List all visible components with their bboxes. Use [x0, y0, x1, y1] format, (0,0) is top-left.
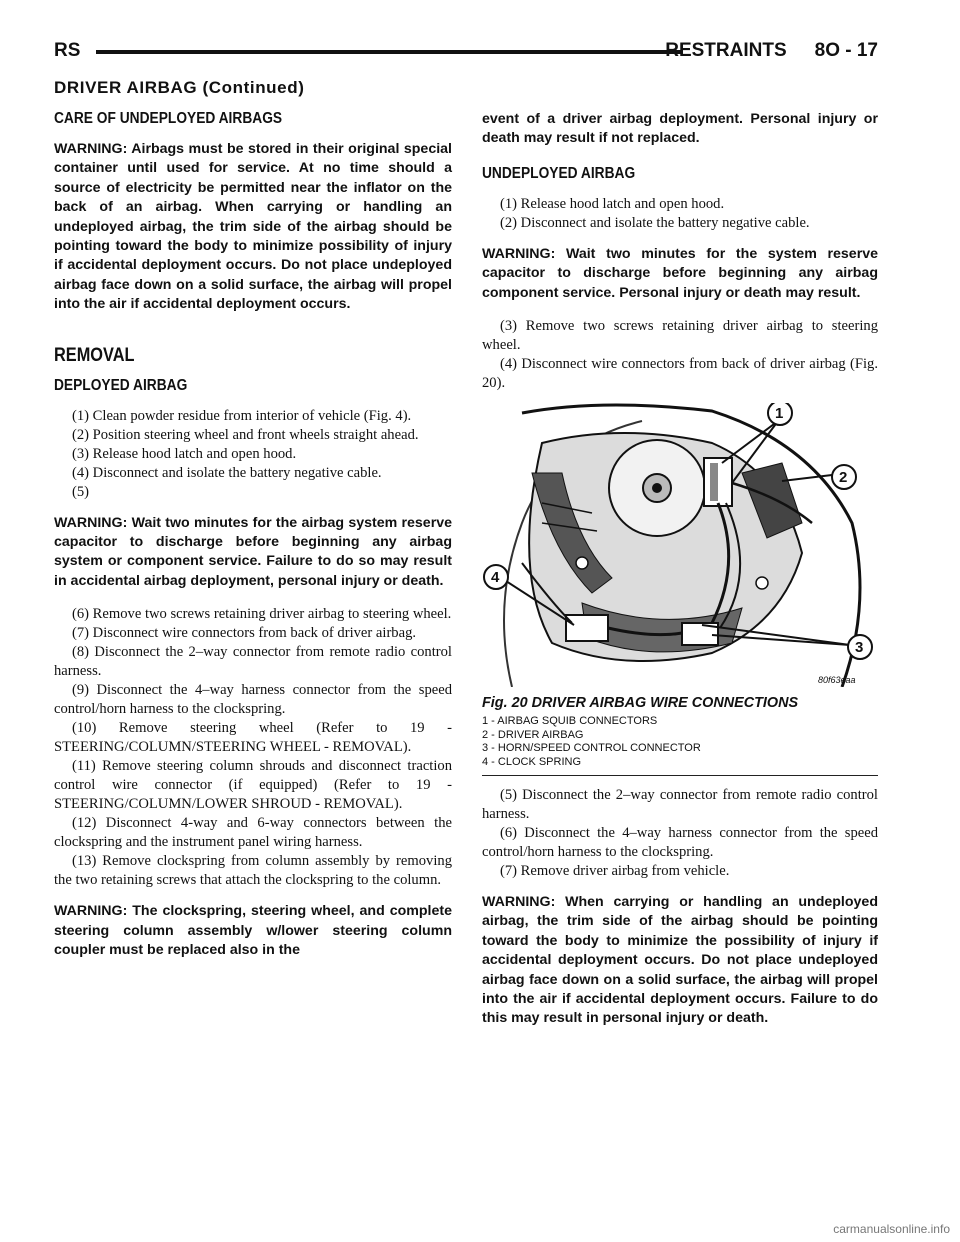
- undeployed-step: (5) Disconnect the 2–way connector from remote radio control harness.: [482, 787, 878, 823]
- deployed-step: (13) Remove clockspring from column assembly by removing the two retaining screws that attach the clockspring to the column.: [54, 853, 452, 889]
- undeployed-heading: UNDEPLOYED AIRBAG: [482, 164, 636, 182]
- callout-1: 1: [775, 405, 784, 423]
- right-column: [482, 110, 878, 1043]
- figure-caption: Fig. 20 DRIVER AIRBAG WIRE CONNECTIONS: [482, 695, 799, 712]
- undeployed-step: (7) Remove driver airbag from vehicle.: [500, 863, 730, 880]
- legend-item: 1 - AIRBAG SQUIB CONNECTORS: [482, 715, 658, 728]
- figure-airbag-wire-connections: [482, 403, 878, 687]
- care-heading: CARE OF UNDEPLOYED AIRBAGS: [54, 110, 283, 127]
- undeployed-step: (1) Release hood latch and open hood.: [500, 195, 725, 212]
- legend-item: 3 - HORN/SPEED CONTROL CONNECTOR: [482, 742, 701, 755]
- clockspring-warning: WARNING: The clockspring, steering wheel, and complete steering column assembly w/lower steering column coupler must be replaced also in the: [54, 903, 452, 959]
- deployed-step: (7) Disconnect wire connectors from back of driver airbag.: [72, 625, 417, 642]
- header-model: RS: [54, 40, 81, 61]
- legend-item: 2 - DRIVER AIRBAG: [482, 728, 584, 741]
- legend-item: 4 - CLOCK SPRING: [482, 755, 582, 768]
- deployed-heading: DEPLOYED AIRBAG: [54, 376, 188, 394]
- watermark: carmanualsonline.info: [833, 1222, 950, 1236]
- callout-3: 3: [855, 639, 864, 657]
- deployed-warning: WARNING: Wait two minutes for the airbag system reserve capacitor to discharge before beginning any airbag system or component service. Failure to do so may result in accidental airbag deployment, personal injury or death.: [54, 514, 452, 589]
- deployed-step: (4) Disconnect and isolate the battery negative cable.: [72, 464, 382, 481]
- header-section-group: [665, 40, 878, 62]
- page-header: [54, 40, 878, 70]
- figure-code: 80f63eaa: [818, 675, 856, 686]
- continued-title: DRIVER AIRBAG (Continued): [54, 78, 305, 97]
- callout-4: 4: [491, 569, 500, 587]
- removal-heading: REMOVAL: [54, 344, 135, 366]
- header-rule: [96, 50, 682, 54]
- deployed-step: (9) Disconnect the 4–way harness connector from the speed control/horn harness to the clockspring.: [54, 682, 452, 718]
- undeployed-step: (2) Disconnect and isolate the battery negative cable.: [500, 214, 810, 231]
- undeployed-step: (4) Disconnect wire connectors from back of driver airbag (Fig. 20).: [482, 356, 878, 392]
- undeployed-warning: WARNING: Wait two minutes for the system reserve capacitor to discharge before beginning any airbag component service. Personal injury or death may result.: [482, 245, 878, 301]
- callout-2: 2: [839, 469, 848, 487]
- header-page-number: 8O - 17: [814, 40, 878, 61]
- undeployed-step: (3) Remove two screws retaining driver airbag to steering wheel.: [482, 318, 878, 354]
- deployed-step: (10) Remove steering wheel (Refer to 19 - STEERING/COLUMN/STEERING WHEEL - REMOVAL).: [54, 720, 452, 756]
- header-section: RESTRAINTS: [665, 40, 787, 61]
- deployed-step: (11) Remove steering column shrouds and disconnect traction control wire connector (if equipped) (Refer to 19 - STEERING/COLUMN/LOWER SHROUD - REMOVAL).: [54, 758, 452, 813]
- deployed-step: (8) Disconnect the 2–way connector from remote radio control harness.: [54, 644, 452, 680]
- warning-continued: event of a driver airbag deployment. Personal injury or death may result if not replaced.: [482, 111, 878, 147]
- deployed-step: (1) Clean powder residue from interior of vehicle (Fig. 4).: [72, 407, 412, 424]
- deployed-step: (2) Position steering wheel and front wheels straight ahead.: [72, 426, 419, 443]
- figure-rule: [482, 775, 878, 776]
- airbag-illustration: [482, 403, 878, 687]
- care-warning: WARNING: Airbags must be stored in their original special container until used for service. At no time should a source of electricity be permitted near the inflator on the back of an airbag. When carrying or handling an undeployed airbag, the trim side of the airbag should be pointing toward the body to minimize possibility of injury if accidental deployment occurs. Do not place undeployed airbag face down on a solid surface, the airbag will propel into the air if accidental deployment occurs.: [54, 141, 452, 313]
- undeployed-step: (6) Disconnect the 4–way harness connector from the speed control/horn harness to the clockspring.: [482, 825, 878, 861]
- deployed-step: (12) Disconnect 4-way and 6-way connectors between the clockspring and the instrument panel wiring harness.: [54, 815, 452, 851]
- deployed-step: (3) Release hood latch and open hood.: [72, 445, 297, 462]
- left-column: [54, 110, 452, 975]
- deployed-step: (6) Remove two screws retaining driver airbag to steering wheel.: [72, 606, 452, 623]
- deployed-step: (5): [72, 483, 90, 500]
- handling-warning: WARNING: When carrying or handling an undeployed airbag, the trim side of the airbag should be pointing toward the body to minimize the possibility of injury if accidental deployment occurs. Do not place undeployed airbag face down on a solid surface, the airbag will propel into the air if accidental deployment occurs. Failure to do this may result in personal injury or death.: [482, 894, 878, 1027]
